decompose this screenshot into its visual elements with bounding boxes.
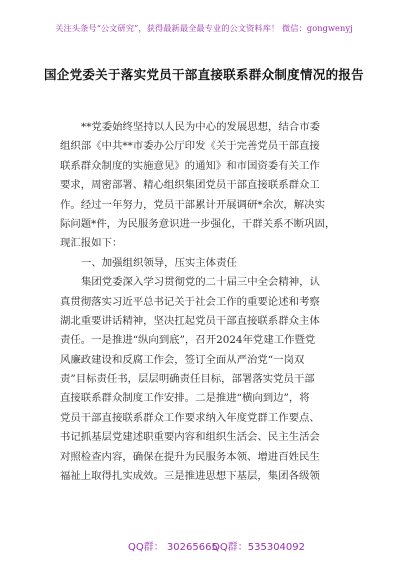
- document-body: [60, 118, 360, 486]
- qq-group-1: QQ群： 30265665: [128, 542, 218, 553]
- body-line: 集团党委深入学习贯彻党的二十届三中全会精神，认: [81, 276, 320, 289]
- section-heading: 一、加强组织领导，压实主体责任: [81, 256, 237, 269]
- promo-banner: 关注头条号“公文研究”，获得最新最全最专业的公文资料库！ 微信：gongwenyj: [55, 23, 353, 33]
- body-line: 党员干部直接联系群众工作要求纳入年度党群工作要点、: [60, 411, 320, 424]
- body-line: 真贯彻落实习近平总书记关于社会工作的重要论述和考察: [60, 295, 320, 308]
- body-line: 直接联系群众制度工作安排。二是推进“横向到边”，将: [60, 392, 310, 405]
- body-line: 组织部《中共**市委办公厅印发《关于完善党员干部直接: [60, 140, 320, 153]
- body-line: 责”目标责任书，层层明确责任目标，部署落实党员干部: [60, 373, 315, 386]
- body-line: 要求，周密部署、精心组织集团党员干部直接联系群众工: [60, 179, 320, 192]
- body-line: 际问题*件，为民服务意识进一步强化，干群关系不断巩固，: [60, 217, 336, 230]
- body-line: 福祉上取得扎实成效。三是推进思想下基层，集团各级领: [60, 470, 320, 483]
- body-line: 风廉政建设和反腐工作会，签订全面从严治党“一岗双: [60, 353, 305, 366]
- body-line: 现汇报如下：: [60, 237, 123, 250]
- body-line: 联系群众制度的实施意见》的通知》和市国资委有关工作: [60, 159, 320, 172]
- body-line: 对照检查内容，确保在提升为民服务本领、增进百姓民生: [60, 450, 320, 463]
- body-line: 责任。一是推进“纵向到底”，召开2024年党建工作暨党: [60, 334, 316, 347]
- body-line: 书记抓基层党建述职重要内容和组织生活会、民主生活会: [60, 431, 320, 444]
- body-line: 作。经过一年努力，党员干部累计开展调研*余次，解决实: [60, 198, 325, 211]
- body-line: 湖北重要讲话精神，坚决扛起党员干部直接联系群众主体: [60, 314, 320, 327]
- document-title: 国企党委关于落实党员干部直接联系群众制度情况的报告: [43, 67, 364, 82]
- body-line: **党委始终坚持以人民为中心的发展思想，结合市委: [81, 121, 320, 133]
- qq-group-2: QQ群：535304092: [212, 542, 306, 553]
